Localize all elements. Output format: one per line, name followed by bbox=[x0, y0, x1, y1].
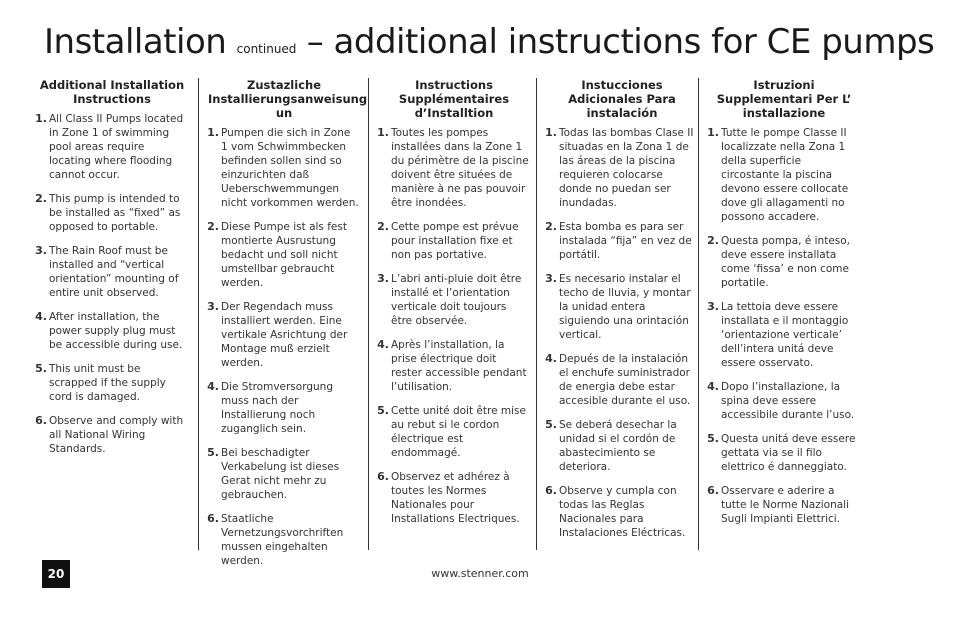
item-number: 6. bbox=[377, 470, 389, 483]
column-french bbox=[378, 78, 530, 550]
item-text: This unit must be scrapped if the supply cord is damaged. bbox=[49, 363, 166, 403]
item-text: The Rain Roof must be installed and “vertical orientation” mounting of entire unit observed. bbox=[49, 245, 179, 299]
title-continued: continued bbox=[236, 42, 297, 56]
item-text: Cette pompe est prévue pour installation fixe et non pas portative. bbox=[391, 221, 519, 261]
list-item bbox=[708, 126, 860, 224]
item-number: 6. bbox=[35, 414, 47, 427]
list-item bbox=[378, 470, 530, 526]
list-item bbox=[708, 380, 860, 422]
item-number: 1. bbox=[377, 126, 389, 139]
list-item bbox=[208, 446, 360, 502]
item-text: Toutes les pompes installées dans la Zone 1 du périmètre de la piscine doivent être situées de manière à ne pas pouvoir être inondées. bbox=[391, 127, 529, 209]
list-item bbox=[208, 300, 360, 370]
item-number: 1. bbox=[707, 126, 719, 139]
item-number: 2. bbox=[35, 192, 47, 205]
list-item bbox=[546, 418, 698, 474]
column-divider bbox=[198, 78, 199, 550]
list-item bbox=[708, 300, 860, 370]
instruction-columns bbox=[35, 78, 860, 567]
item-text: L’abri anti-pluie doit être installé et l’orientation verticale doit toujours être observée. bbox=[391, 273, 522, 327]
item-number: 5. bbox=[707, 432, 719, 445]
list-item bbox=[36, 112, 188, 182]
item-text: Après l’installation, la prise électrique doit rester accessible pendant l’utilisation. bbox=[391, 339, 527, 393]
column-english bbox=[36, 78, 188, 550]
item-text: All Class II Pumps located in Zone 1 of swimming pool areas require locating where flooding cannot occur. bbox=[49, 113, 184, 181]
footer-url: www.stenner.com bbox=[431, 567, 529, 580]
item-number: 3. bbox=[707, 300, 719, 313]
item-number: 5. bbox=[545, 418, 557, 431]
item-text: Dopo l’installazione, la spina deve essere accessibile durante l’uso. bbox=[721, 381, 855, 421]
column-german bbox=[207, 78, 368, 567]
list-item bbox=[208, 126, 360, 210]
item-number: 2. bbox=[207, 220, 219, 233]
list-item bbox=[378, 126, 530, 210]
column-divider bbox=[368, 78, 369, 550]
item-text: This pump is intended to be installed as “fixed” as opposed to portable. bbox=[49, 193, 181, 233]
column-heading: Zustazliche Installierungsanweisung un bbox=[208, 78, 368, 120]
item-text: Pumpen die sich in Zone 1 vom Schwimmbecken befinden sollen sind so einzurichten daß Ueberschwemmungen nicht vorkommen werden. bbox=[221, 127, 359, 209]
item-number: 6. bbox=[707, 484, 719, 497]
item-number: 1. bbox=[545, 126, 557, 139]
list-item bbox=[208, 380, 360, 436]
item-number: 5. bbox=[35, 362, 47, 375]
item-number: 3. bbox=[35, 244, 47, 257]
item-number: 2. bbox=[707, 234, 719, 247]
list-item bbox=[36, 362, 188, 404]
list-item bbox=[378, 404, 530, 460]
column-divider bbox=[536, 78, 537, 550]
item-text: Staatliche Vernetzungsvorchriften mussen eingehalten werden. bbox=[221, 513, 344, 567]
list-item bbox=[546, 484, 698, 540]
item-text: Questa pompa, é inteso, deve essere installata come ‘fissa’ e non come portatile. bbox=[721, 235, 851, 289]
item-text: Der Regendach muss installiert werden. Eine vertikale Asrichtung der Montage muß erzielt werden. bbox=[221, 301, 348, 369]
item-text: Osservare e aderire a tutte le Norme Nazionali Sugli Impianti Elettrici. bbox=[721, 485, 850, 525]
item-text: Observe and comply with all National Wiring Standards. bbox=[49, 415, 184, 455]
item-text: Todas las bombas Clase II situadas en la Zona 1 de las áreas de la piscina requieren colocarse donde no puedan ser inundadas. bbox=[559, 127, 694, 209]
item-number: 3. bbox=[207, 300, 219, 313]
title-rest: – additional instructions for CE pumps bbox=[306, 22, 935, 62]
item-number: 2. bbox=[377, 220, 389, 233]
item-number: 1. bbox=[207, 126, 219, 139]
item-number: 3. bbox=[545, 272, 557, 285]
column-heading: Instucciones Adicionales Para instalación bbox=[568, 78, 676, 120]
item-number: 5. bbox=[377, 404, 389, 417]
list-item bbox=[208, 512, 360, 568]
item-text: Diese Pumpe ist als fest montierte Ausrustung bedacht und soll nicht umstellbar gebraucht werden. bbox=[221, 221, 347, 289]
column-heading: Istruzioni Supplementari Per L’ installazione bbox=[716, 78, 852, 120]
page-number-badge: 20 bbox=[42, 560, 70, 588]
list-item bbox=[378, 338, 530, 394]
item-text: Depués de la instalación el enchufe suministrador de energia debe estar accesible durante el uso. bbox=[559, 353, 691, 407]
item-text: After installation, the power supply plug must be accessible during use. bbox=[49, 311, 183, 351]
list-item bbox=[378, 272, 530, 328]
item-text: La tettoia deve essere installata e il montaggio ‘orientazione verticale’ dell’intera unitá deve essere osservato. bbox=[721, 301, 849, 369]
column-italian bbox=[708, 78, 860, 550]
item-text: Se deberá desechar la unidad si el cordón de abastecimiento se deteriora. bbox=[559, 419, 677, 473]
item-number: 3. bbox=[377, 272, 389, 285]
list-item bbox=[708, 234, 860, 290]
item-number: 4. bbox=[377, 338, 389, 351]
item-text: Die Stromversorgung muss nach der Installierung noch zuganglich sein. bbox=[221, 381, 333, 435]
item-number: 4. bbox=[707, 380, 719, 393]
item-number: 2. bbox=[545, 220, 557, 233]
column-heading: Instructions Supplémentaires d’Installtion bbox=[398, 78, 510, 120]
item-number: 4. bbox=[35, 310, 47, 323]
item-number: 5. bbox=[207, 446, 219, 459]
column-divider bbox=[698, 78, 699, 550]
list-item bbox=[378, 220, 530, 262]
item-number: 4. bbox=[545, 352, 557, 365]
item-text: Es necesario instalar el techo de lluvia, y montar la unidad entera siguiendo una orintación vertical. bbox=[559, 273, 691, 341]
column-heading: Additional Installation Instructions bbox=[39, 78, 185, 106]
item-text: Esta bomba es para ser instalada “fija” en vez de portátil. bbox=[559, 221, 692, 261]
item-number: 6. bbox=[207, 512, 219, 525]
page-title bbox=[44, 22, 934, 62]
list-item bbox=[36, 244, 188, 300]
title-main: Installation bbox=[44, 22, 227, 62]
item-text: Observez et adhérez à toutes les Normes Nationales pour Installations Electriques. bbox=[391, 471, 520, 525]
list-item bbox=[708, 432, 860, 474]
item-number: 1. bbox=[35, 112, 47, 125]
list-item bbox=[208, 220, 360, 290]
list-item bbox=[546, 220, 698, 262]
item-text: Questa unitá deve essere gettata via se il filo elettrico é danneggiato. bbox=[721, 433, 856, 473]
list-item bbox=[546, 352, 698, 408]
item-text: Observe y cumpla con todas las Reglas Nacionales para Instalaciones Eléctricas. bbox=[559, 485, 686, 539]
item-text: Tutte le pompe Classe II localizzate nella Zona 1 della superficie circostante la piscina devono essere collocate dove gli allagamenti no possono accadere. bbox=[721, 127, 849, 223]
item-text: Cette unité doit être mise au rebut si le cordon électrique est endommagé. bbox=[391, 405, 526, 459]
item-number: 6. bbox=[545, 484, 557, 497]
column-spanish bbox=[546, 78, 698, 550]
list-item bbox=[708, 484, 860, 526]
list-item bbox=[36, 414, 188, 456]
item-number: 4. bbox=[207, 380, 219, 393]
list-item bbox=[546, 272, 698, 342]
list-item bbox=[36, 310, 188, 352]
item-text: Bei beschadigter Verkabelung ist dieses Gerat nicht mehr zu gebrauchen. bbox=[221, 447, 340, 501]
list-item bbox=[546, 126, 698, 210]
list-item bbox=[36, 192, 188, 234]
